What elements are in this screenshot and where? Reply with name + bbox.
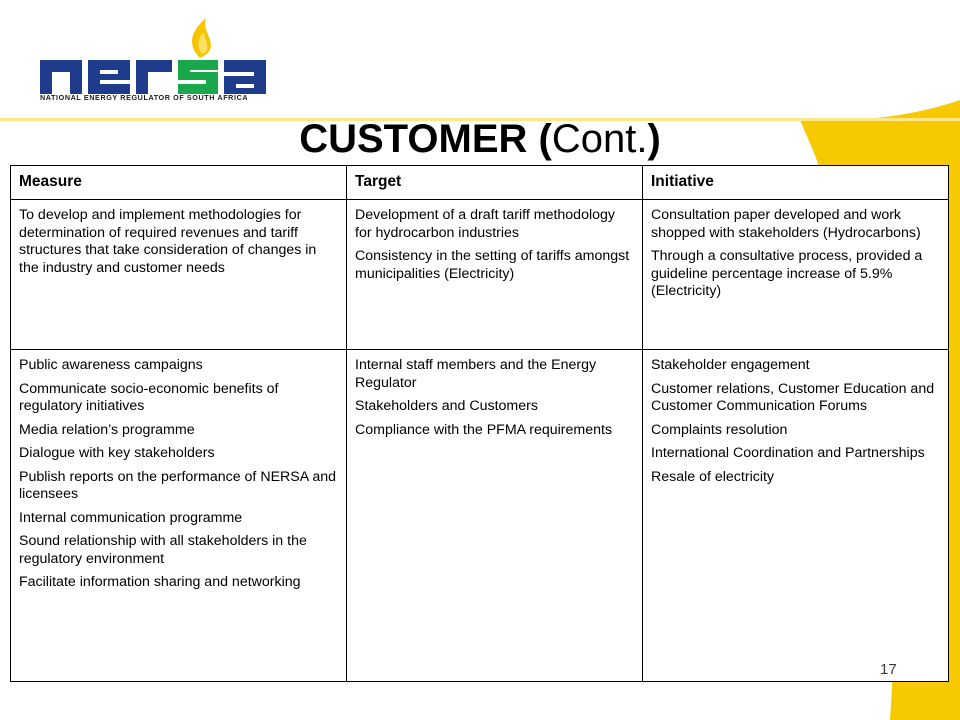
cell-text: Public awareness campaigns (19, 357, 203, 373)
page-number: 17 (880, 661, 897, 678)
cell-text: Consultation paper developed and work shopped with stakeholders (Hydrocarbons) (651, 207, 921, 241)
table-cell (347, 200, 643, 350)
cell-text: Stakeholder engagement (651, 357, 810, 373)
cell-text: Consistency in the setting of tariffs amongst municipalities (Electricity) (355, 248, 630, 282)
cell-text: Facilitate information sharing and networking (19, 574, 301, 590)
table-cell (11, 350, 347, 682)
cell-text: Internal communication programme (19, 509, 243, 526)
table-row (11, 350, 949, 682)
table-row (11, 200, 949, 350)
cell-text: Media relation’s programme (19, 421, 195, 438)
table-cell (643, 200, 949, 350)
slide-title: CUSTOMER (Cont.) (299, 117, 661, 161)
cell-text: To develop and implement methodologies for determination of required revenues and tariff structures that take consideration of changes in the industry and customer needs (19, 207, 317, 276)
cell-text: Through a consultative process, provided a guideline percentage increase of 5.9% (Electricity) (651, 248, 923, 299)
cell-text: Communicate socio-economic benefits of regulatory initiatives (19, 380, 279, 414)
header-target: Target (347, 166, 643, 200)
cell-text: Internal staff members and the Energy Regulator (355, 357, 597, 391)
customer-measures-table (10, 165, 949, 682)
header-measure: Measure (11, 166, 347, 200)
cell-text: Publish reports on the performance of NERSA and licensees (19, 468, 337, 502)
cell-text: Resale of electricity (651, 468, 775, 485)
table-header-row (11, 166, 949, 200)
cell-text: Stakeholders and Customers (355, 398, 538, 414)
cell-text: Development of a draft tariff methodology for hydrocarbon industries (355, 207, 615, 241)
cell-text: Customer relations, Customer Education and Customer Communication Forums (651, 380, 935, 414)
header-initiative: Initiative (643, 166, 949, 200)
table-cell (11, 200, 347, 350)
table-cell (643, 350, 949, 682)
cell-text: Compliance with the PFMA requirements (355, 421, 613, 438)
cell-text: Dialogue with key stakeholders (19, 445, 215, 461)
cell-text: Complaints resolution (651, 421, 788, 438)
cell-text: Sound relationship with all stakeholders in the regulatory environment (19, 533, 307, 567)
logo-tagline: NATIONAL ENERGY REGULATOR OF SOUTH AFRICA (40, 93, 249, 102)
cell-text: International Coordination and Partnerships (651, 445, 925, 461)
table-cell (347, 350, 643, 682)
